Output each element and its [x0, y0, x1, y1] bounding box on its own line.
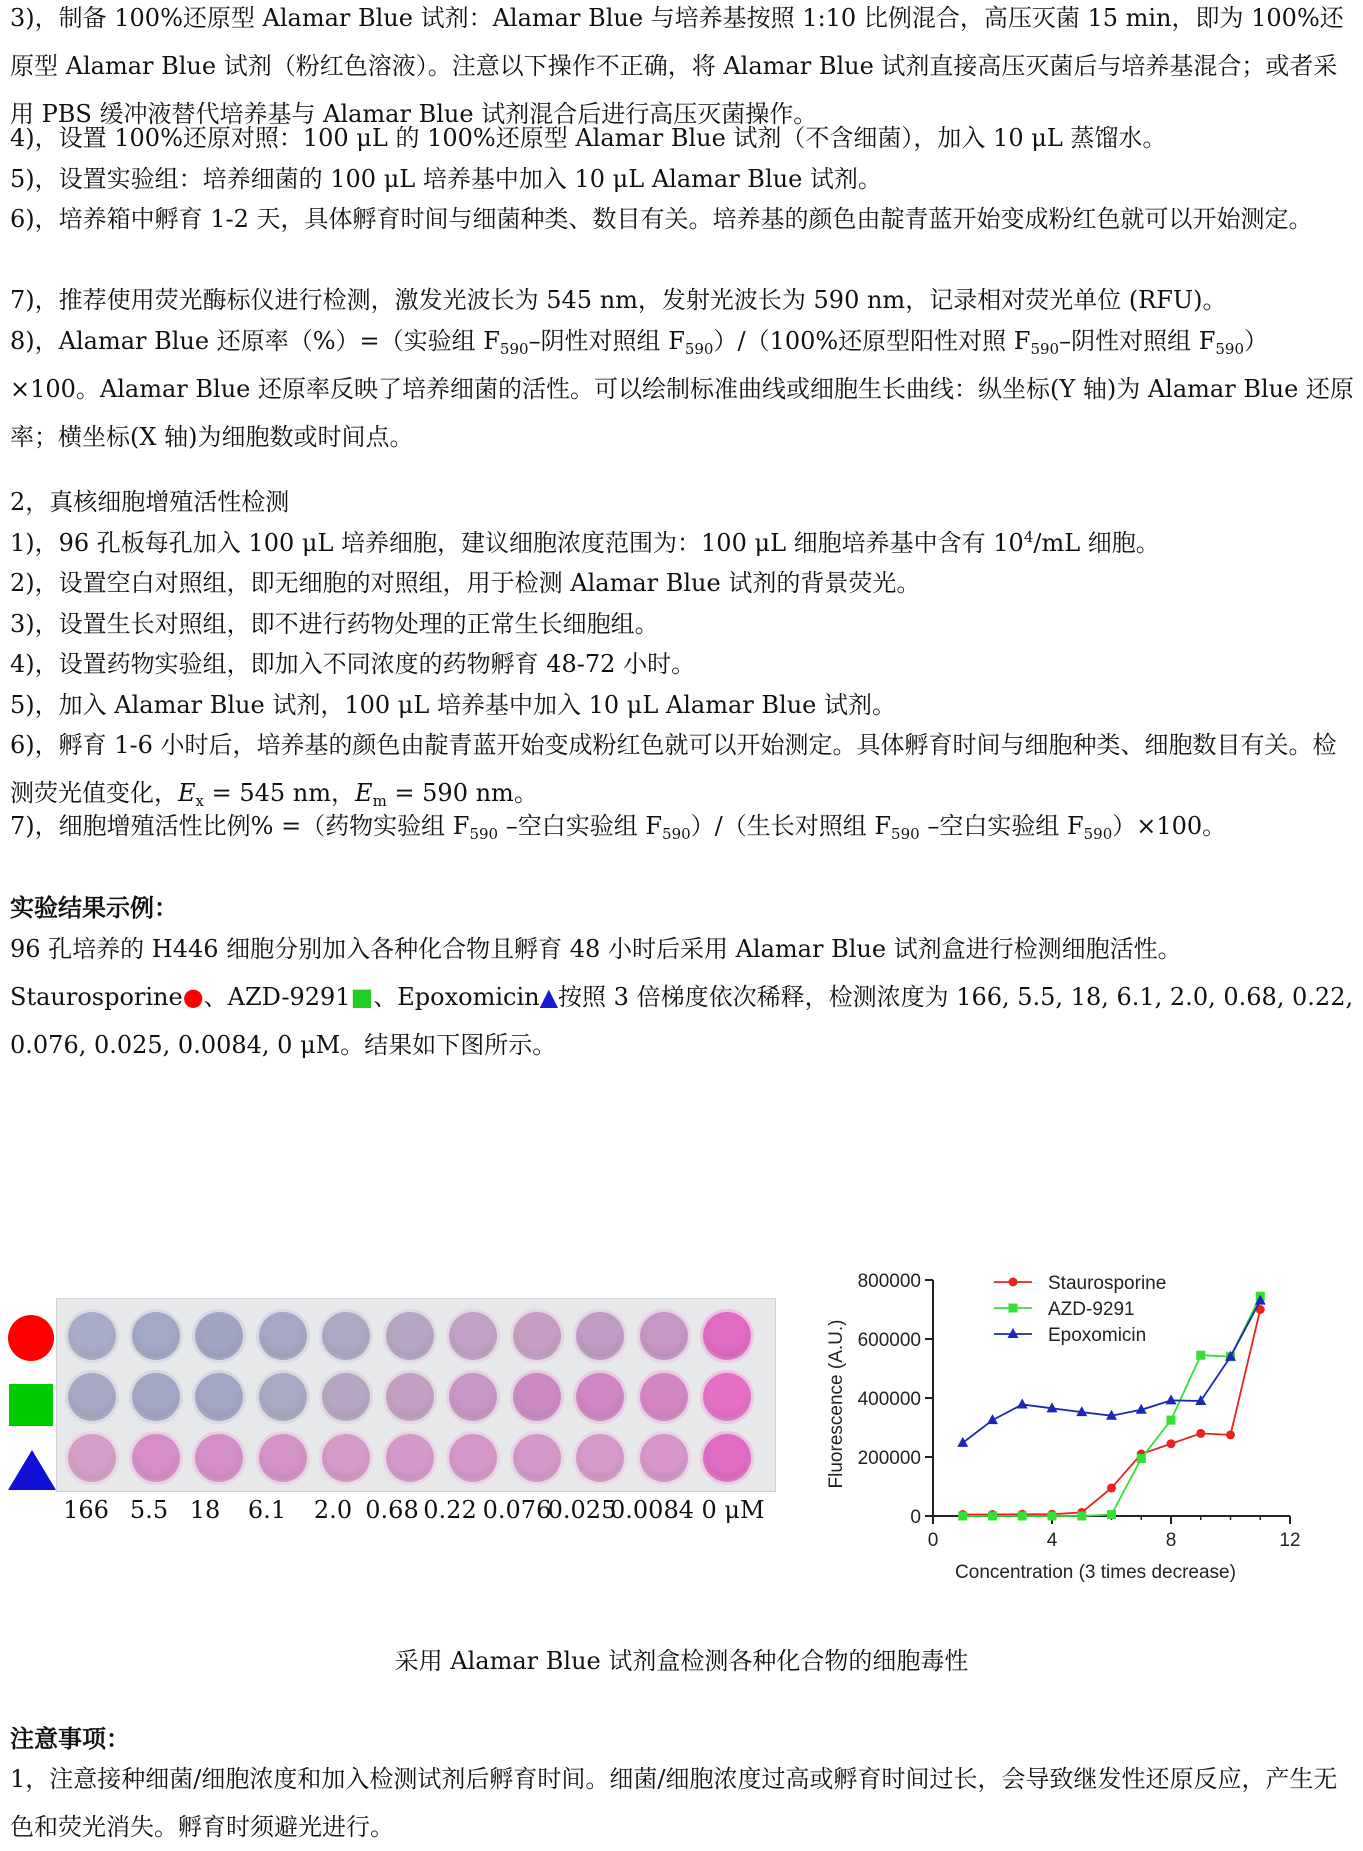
- plate-well: [573, 1431, 627, 1485]
- plate-well: [129, 1309, 183, 1363]
- plate-label: 0 μM: [701, 1496, 765, 1524]
- paragraph-step4: 4)，设置 100%还原对照：100 μL 的 100%还原型 Alamar Blue 试剂（不含细菌），加入 10 μL 蒸馏水。: [10, 124, 1167, 152]
- plate-well: [510, 1370, 564, 1424]
- data-point-azd-9291: [1196, 1351, 1205, 1360]
- section-title-eukaryotic: 2，真核细胞增殖活性检测: [10, 488, 290, 516]
- series-line-epoxomicin: [963, 1301, 1261, 1443]
- plate-label: 0.68: [365, 1496, 419, 1524]
- plate-well: [510, 1309, 564, 1363]
- plate-well: [65, 1370, 119, 1424]
- paragraph-step7: 7)，推荐使用荧光酶标仪进行检测，激发光波长为 545 nm，发射光波长为 590 nm，记录相对荧光单位 (RFU)。: [10, 286, 1227, 314]
- plate-well: [510, 1431, 564, 1485]
- plate-label: 0.0084: [610, 1496, 694, 1524]
- plate-well: [446, 1370, 500, 1424]
- red-circle-icon: [8, 1315, 54, 1361]
- data-point-epoxomicin: [1166, 1394, 1177, 1404]
- x-tick-label: 4: [1046, 1530, 1058, 1551]
- plate-well: [319, 1370, 373, 1424]
- x-tick-label: 12: [1279, 1530, 1301, 1551]
- data-point-staurosporine: [1167, 1439, 1176, 1448]
- data-point-azd-9291: [1077, 1512, 1086, 1521]
- plate-well: [637, 1309, 691, 1363]
- paragraph-results: 96 孔培养的 H446 细胞分别加入各种化合物且孵育 48 小时后采用 Alamar Blue 试剂盒进行检测细胞活性。Staurosporine●、AZD-9291■、Epoxomicin▲按照 3 倍梯度依次稀释，检测浓度为 166, 5.5, 18, 6.1, 2.0, 0.68, 0.22, 0.076, 0.025, 0.0084, 0 μM。结果如下图所示。: [10, 935, 1354, 1059]
- legend-label: Staurosporine: [1048, 1273, 1167, 1294]
- paragraph-step8: 8)，Alamar Blue 还原率（%）=（实验组 $F_{590}-$阴性对照组 $F_{590})/(100\%$还原型阳性对照 $F_{590}-$阴性对照组 $F_{590})\times 100$。Alamar Blue 还原率反映了培养细菌的活性。可以绘制标准曲线或细胞生长曲线：纵坐标(Y 轴)为 Alamar Blue 还原率；横坐标(X 轴)为细胞数或时间点。: [10, 327, 1354, 451]
- plate-well: [319, 1431, 373, 1485]
- plate-well: [192, 1431, 246, 1485]
- plate-label: 6.1: [247, 1496, 287, 1524]
- y-tick-label: 600000: [857, 1330, 921, 1351]
- plate-well: [446, 1309, 500, 1363]
- paragraph-step6: 6)，培养箱中孵育 1-2 天，具体孵育时间与细菌种类、数目有关。培养基的颜色由靛青蓝开始变成粉红色就可以开始测定。: [10, 205, 1313, 233]
- data-point-azd-9291: [988, 1512, 997, 1521]
- plate-well: [637, 1370, 691, 1424]
- chart-svg: [800, 1258, 1320, 1598]
- green-square-icon: ■: [350, 983, 374, 1011]
- data-point-epoxomicin: [1017, 1398, 1028, 1408]
- plate-label: 0.22: [423, 1496, 477, 1524]
- paragraph-step3: 3)，制备 100%还原型 Alamar Blue 试剂：Alamar Blue 与培养基按照 1:10 比例混合，高压灭菌 15 min，即为 100%还原型 Alamar Blue 试剂（粉红色溶液）。注意以下操作不正确，将 Alamar Blue 试剂直接高压灭菌后与培养基混合；或者采用 PBS 缓冲液替代培养基与 Alamar Blue 试剂混合后进行高压灭菌操作。: [10, 4, 1344, 128]
- paragraph-euk-step7: 7)，细胞增殖活性比例% =（药物实验组 $F_{590}$ –空白实验组 $F_{590})/$（生长对照组 $F_{590}$ –空白实验组 $F_{590})\times 100$。: [10, 812, 1227, 843]
- legend-label: AZD-9291: [1048, 1299, 1135, 1320]
- data-point-azd-9291: [1167, 1416, 1176, 1425]
- legend-marker: [1009, 1304, 1018, 1313]
- plate-label: 18: [189, 1496, 221, 1524]
- y-tick-label: 200000: [857, 1448, 921, 1469]
- plate-label: 2.0: [313, 1496, 353, 1524]
- red-dot-icon: ●: [182, 983, 204, 1011]
- plate-label: 0.076: [482, 1496, 552, 1524]
- data-point-epoxomicin: [987, 1414, 998, 1424]
- y-tick-label: 800000: [857, 1271, 921, 1292]
- plate-well: [65, 1309, 119, 1363]
- plate-well: [256, 1431, 310, 1485]
- plate-well: [700, 1309, 754, 1363]
- plate-well: [129, 1431, 183, 1485]
- paragraph-note1: 1，注意接种细菌/细胞浓度和加入检测试剂后孵育时间。细菌/细胞浓度过高或孵育时间过长，会导致继发性还原反应，产生无色和荧光消失。孵育时须避光进行。: [10, 1765, 1338, 1841]
- legend-label: Epoxomicin: [1048, 1325, 1147, 1346]
- blue-triangle-marker-icon: [8, 1450, 56, 1490]
- plate-well: [383, 1309, 437, 1363]
- y-tick-label: 400000: [857, 1389, 921, 1410]
- plate-well: [383, 1431, 437, 1485]
- figure-caption: 采用 Alamar Blue 试剂盒检测各种化合物的细胞毒性: [394, 1647, 969, 1675]
- fluorescence-chart: [800, 1258, 1320, 1598]
- plate-well: [65, 1431, 119, 1485]
- data-point-azd-9291: [1137, 1454, 1146, 1463]
- x-axis-label: Concentration (3 times decrease): [955, 1562, 1236, 1583]
- paragraph-euk-step1: 1)，96 孔板每孔加入 100 μL 培养细胞，建议细胞浓度范围为：100 μL 细胞培养基中含有 $10^4/mL$ 细胞。: [10, 528, 1160, 557]
- x-tick-label: 0: [927, 1530, 939, 1551]
- plate-label: 166: [63, 1496, 109, 1524]
- plate-well: [637, 1431, 691, 1485]
- x-tick-label: 8: [1165, 1530, 1177, 1551]
- data-point-azd-9291: [1018, 1512, 1027, 1521]
- y-axis-label: Fluorescence (A.U.): [826, 1319, 847, 1489]
- paragraph-euk-step3: 3)，设置生长对照组，即不进行药物处理的正常生长细胞组。: [10, 610, 659, 638]
- plate-well: [383, 1370, 437, 1424]
- plate-well: [573, 1370, 627, 1424]
- plate-well: [700, 1370, 754, 1424]
- paragraph-euk-step2: 2)，设置空白对照组，即无细胞的对照组，用于检测 Alamar Blue 试剂的背景荧光。: [10, 569, 921, 597]
- plate-label: 0.025: [547, 1496, 617, 1524]
- data-point-staurosporine: [1226, 1430, 1235, 1439]
- data-point-staurosporine: [1196, 1429, 1205, 1438]
- paragraph-euk-step5: 5)，加入 Alamar Blue 试剂，100 μL 培养基中加入 10 μL Alamar Blue 试剂。: [10, 691, 896, 719]
- legend-marker: [1009, 1278, 1018, 1287]
- data-point-epoxomicin: [957, 1437, 968, 1447]
- plate-label: 5.5: [129, 1496, 169, 1524]
- data-point-staurosporine: [1107, 1483, 1116, 1492]
- plate-well: [446, 1431, 500, 1485]
- plate-well: [256, 1309, 310, 1363]
- paragraph-euk-step6: 6)，孵育 1-6 小时后，培养基的颜色由靛青蓝开始变成粉红色就可以开始测定。具体孵育时间与细胞种类、细胞数目有关。检测荧光值变化，$E_x = 545$ nm，$E_m = 590$ nm。: [10, 731, 1337, 810]
- heading-results: 实验结果示例：: [10, 893, 178, 922]
- plate-well: [192, 1370, 246, 1424]
- plate-well: [700, 1431, 754, 1485]
- paragraph-euk-step4: 4)，设置药物实验组，即加入不同浓度的药物孵育 48-72 小时。: [10, 650, 696, 678]
- well-plate-photo: [56, 1298, 776, 1492]
- plate-well: [256, 1370, 310, 1424]
- data-point-azd-9291: [958, 1512, 967, 1521]
- y-tick-label: 0: [910, 1507, 921, 1528]
- data-point-azd-9291: [1107, 1510, 1116, 1519]
- plate-well: [319, 1309, 373, 1363]
- data-point-azd-9291: [1048, 1512, 1057, 1521]
- plate-well: [573, 1309, 627, 1363]
- plate-well: [192, 1309, 246, 1363]
- green-square-marker-icon: [9, 1384, 53, 1426]
- legend-marker: [1008, 1328, 1019, 1338]
- heading-notes: 注意事项：: [10, 1724, 130, 1753]
- blue-triangle-icon: ▲: [539, 983, 559, 1011]
- paragraph-step5: 5)，设置实验组：培养细菌的 100 μL 培养基中加入 10 μL Alamar Blue 试剂。: [10, 165, 882, 193]
- plate-well: [129, 1370, 183, 1424]
